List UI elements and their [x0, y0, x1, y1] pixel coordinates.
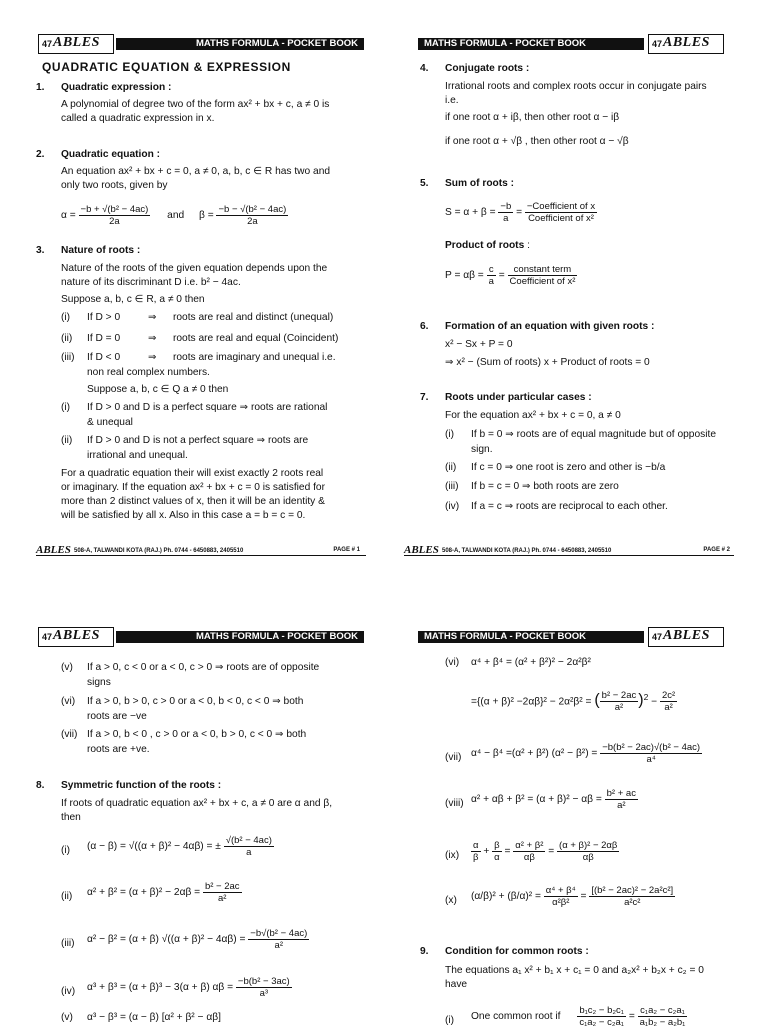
page-title: QUADRATIC EQUATION & EXPRESSION: [42, 60, 291, 74]
text-line: only two roots, given by: [61, 180, 168, 191]
item-label: (vi): [61, 696, 76, 707]
item-label: (ix): [445, 850, 460, 861]
section-heading: Quadratic equation :: [61, 149, 161, 160]
alpha-formula: α = $\frac{\text{−b + √(b² − 4ac)}}{2a}$ and β = $\frac{\text{−b − √(b² − 4ac)}}{2a}$: [61, 204, 287, 227]
text-line: If a > 0, b > 0, c > 0 or a < 0, b < 0, c < 0 ⇒ both: [87, 696, 304, 707]
section-number: 8.: [36, 780, 45, 791]
text-line: ⇒ x² − (Sum of roots) x + Product of roots = 0: [445, 357, 650, 368]
text-line: roots are +ve.: [87, 744, 150, 755]
condition: If D > 0: [87, 312, 121, 323]
page-1-footer: ABLES 508-A, TALWANDI KOTA (RAJ.) Ph. 0744 - 6450883, 2405510 PAGE # 1: [36, 543, 366, 556]
item-label: (v): [61, 662, 73, 673]
text-line: If a = c ⇒ roots are reciprocal to each other.: [471, 501, 668, 512]
section-heading: Symmetric function of the roots :: [61, 780, 222, 791]
item-label: (iii): [61, 352, 75, 363]
section-number: 6.: [420, 321, 429, 332]
formula: α² + β² = (α + β)² − 2αβ = $\frac{\text{b² − 2ac}}{\text{a²}}$: [87, 881, 240, 904]
result: roots are real and equal (Coincident): [173, 333, 339, 344]
ables-logo: 47 ABLES: [38, 34, 114, 54]
condition: & unequal: [87, 417, 133, 428]
text-line: The equations a₁ x² + b₁ x + c₁ = 0 and a₂x² + b₂x + c₂ = 0: [445, 965, 704, 976]
text-line: if one root α + √β , then other root α − √β: [445, 136, 629, 147]
text-line: For a quadratic equation their will exist exactly 2 roots real: [61, 468, 324, 479]
condition: If D = 0: [87, 333, 121, 344]
section-heading: Conjugate roots :: [445, 63, 530, 74]
text-line: If b = 0 ⇒ roots are of equal magnitude but of opposite: [471, 429, 716, 440]
formula: α⁴ + β⁴ = (α² + β²)² − 2α²β²: [471, 657, 591, 668]
item-label: (i): [61, 845, 71, 856]
item-label: (v): [61, 1012, 73, 1023]
header-title: MATHS FORMULA - POCKET BOOK: [418, 38, 644, 50]
formula: α³ + β³ = (α + β)³ − 3(α + β) αβ = $\frac{\text{−b(b² − 3ac)}}{\text{a³}}$: [87, 976, 290, 999]
page-2-footer: ABLES 508-A, TALWANDI KOTA (RAJ.) Ph. 0744 - 6450883, 2405510 PAGE # 2: [404, 543, 734, 556]
item-label: (i): [445, 429, 455, 440]
section-heading: Roots under particular cases :: [445, 392, 592, 403]
text-line: If c = 0 ⇒ one root is zero and other is −b/a: [471, 462, 666, 473]
item-label: (viii): [445, 798, 464, 809]
condition: If D > 0 and D is a perfect square ⇒ roots are rational: [87, 402, 328, 413]
text-line: If a > 0, c < 0 or a < 0, c > 0 ⇒ roots are of opposite: [87, 662, 320, 673]
product-formula: P = αβ = $\frac{c}{a}$ = $\frac{\text{constant term}}{\text{Coefficient of x²}}$: [445, 264, 576, 287]
section-number: 2.: [36, 149, 45, 160]
text-line: will be satisfied by all x. Also in this case a = b = c = 0.: [61, 510, 306, 521]
text-line: or imaginary. If the equation ax² + bx + c = 0 is satisfied for: [61, 482, 325, 493]
text-line: Nature of the roots of the given equation depends upon the: [61, 263, 328, 274]
header-title: MATHS FORMULA - POCKET BOOK: [116, 631, 364, 643]
section-heading: Sum of roots :: [445, 178, 515, 189]
item-label: (iii): [445, 481, 459, 492]
section-heading: Condition for common roots :: [445, 946, 589, 957]
condition: If D > 0 and D is not a perfect square ⇒ roots are: [87, 435, 309, 446]
text-line: roots are −ve: [87, 711, 147, 722]
item-label: (x): [445, 895, 457, 906]
implies: ⇒: [148, 333, 157, 344]
condition: irrational and unequal.: [87, 450, 188, 461]
formula: α² + αβ + β² = (α + β)² − αβ = $\frac{\text{b² + ac}}{\text{a²}}$: [471, 788, 636, 811]
text-line: A polynomial of degree two of the form ax² + bx + c, a ≠ 0 is: [61, 99, 330, 110]
result: roots are imaginary and unequal i.e.: [173, 352, 336, 363]
text-line: For the equation ax² + bx + c = 0, a ≠ 0: [445, 410, 621, 421]
ables-logo: 47 ABLES: [38, 627, 114, 647]
formula: α³ − β³ = (α − β) [α² + β² − αβ]: [87, 1012, 221, 1023]
text-line: then: [61, 812, 81, 823]
page-4-header: [418, 627, 744, 647]
item-label: (vi): [445, 657, 460, 668]
text-line: more than 2 distinct values of x, then it will be an identity &: [61, 496, 325, 507]
text-line: have: [445, 979, 468, 990]
ables-logo: 47 ABLES: [648, 34, 724, 54]
formula: One common root if $\frac{\text{b₁c₂ − b₂c₁}}{\text{c₁a₂ − c₂a₁}}$ = $\frac{\text{c₁a₂ − c₂a₁}}{\text{a₁b₂ − a₂b₁}}$: [471, 1005, 686, 1028]
text-line: signs: [87, 677, 111, 688]
page-3-header: [38, 627, 364, 647]
text-line: If roots of quadratic equation ax² + bx + c, a ≠ 0 are α and β,: [61, 798, 333, 809]
section-number: 9.: [420, 946, 429, 957]
item-label: (i): [61, 312, 71, 323]
item-label: (vii): [61, 729, 78, 740]
implies: ⇒: [148, 312, 157, 323]
header-title: MATHS FORMULA - POCKET BOOK: [116, 38, 364, 50]
text-line: If a > 0, b < 0 , c > 0 or a < 0, b > 0, c < 0 ⇒ both: [87, 729, 307, 740]
formula: ={(α + β)² −2αβ}² − 2α²β² = ( $\frac{\text{b² − 2ac}}{\text{a²}}$ )$^2$ − $\frac{\text{2c²}}{\text{a²}}$: [471, 690, 676, 714]
text-line: If b = c = 0 ⇒ both roots are zero: [471, 481, 619, 492]
header-title: MATHS FORMULA - POCKET BOOK: [418, 631, 644, 643]
section-number: 1.: [36, 82, 45, 93]
section-heading: Nature of roots :: [61, 245, 141, 256]
item-label: (vii): [445, 752, 462, 763]
item-label: (iii): [61, 938, 75, 949]
section-number: 4.: [420, 63, 429, 74]
formula: $\frac{\alpha}{\beta}$ + $\frac{\beta}{\alpha}$ = $\frac{\text{α² + β²}}{\alpha\beta}$ = $\frac{\text{(α + β)² − 2αβ}}{\alpha\beta}$: [473, 840, 618, 863]
sum-formula: S = α + β = $\frac{-b}{a}$ = $\frac{\text{−Coefficient of x}}{\text{Coefficient of x²}}$: [445, 201, 596, 224]
text-line: Irrational roots and complex roots occur in conjugate pairs: [445, 81, 707, 92]
text-line: x² − Sx + P = 0: [445, 339, 513, 350]
text-line: Suppose a, b, c ∈ Q a ≠ 0 then: [87, 384, 229, 395]
item-label: (ii): [445, 462, 457, 473]
section-heading: Quadratic expression :: [61, 82, 172, 93]
formula: α² − β² = (α + β) √((α + β)² − 4αβ) = $\frac{\text{−b√(b² − 4ac)}}{\text{a²}}$: [87, 928, 308, 951]
sub-heading: Product of roots :: [445, 240, 530, 251]
text-line: An equation ax² + bx + c = 0, a ≠ 0, a, b, c ∈ R has two and: [61, 166, 331, 177]
result: roots are real and distinct (unequal): [173, 312, 334, 323]
page-2-header: [418, 34, 744, 54]
result: non real complex numbers.: [87, 367, 210, 378]
page-1-header: [38, 34, 364, 54]
item-label: (ii): [61, 333, 73, 344]
text-line: Suppose a, b, c ∈ R, a ≠ 0 then: [61, 294, 205, 305]
condition: If D < 0: [87, 352, 121, 363]
text-line: if one root α + iβ, then other root α − iβ: [445, 112, 620, 123]
text-line: called a quadratic expression in x.: [61, 113, 215, 124]
section-number: 7.: [420, 392, 429, 403]
item-label: (iv): [61, 986, 76, 997]
section-heading: Formation of an equation with given roots :: [445, 321, 655, 332]
ables-logo: 47 ABLES: [648, 627, 724, 647]
implies: ⇒: [148, 352, 157, 363]
item-label: (ii): [61, 891, 73, 902]
item-label: (ii): [61, 435, 73, 446]
text-line: nature of its discriminant D i.e. b² − 4ac.: [61, 277, 241, 288]
formula: (α − β) = √((α + β)² − 4αβ) = ± $\frac{\text{√(b² − 4ac)}}{a}$: [87, 835, 272, 858]
section-number: 3.: [36, 245, 45, 256]
text-line: i.e.: [445, 95, 459, 106]
item-label: (i): [61, 402, 71, 413]
formula: (α/β)² + (β/α)² = $\frac{\text{α⁴ + β⁴}}{\text{α²β²}}$ = $\frac{\text{[(b² − 2ac)² − 2a²c²]}}{\text{a²c²}}$: [471, 885, 674, 908]
item-label: (i): [445, 1015, 455, 1026]
item-label: (iv): [445, 501, 460, 512]
text-line: sign.: [471, 444, 493, 455]
section-number: 5.: [420, 178, 429, 189]
formula: α⁴ − β⁴ =(α² + β²) (α² − β²) = $\frac{\text{−b(b² − 2ac)√(b² − 4ac)}}{\text{a⁴}}$: [471, 742, 701, 765]
